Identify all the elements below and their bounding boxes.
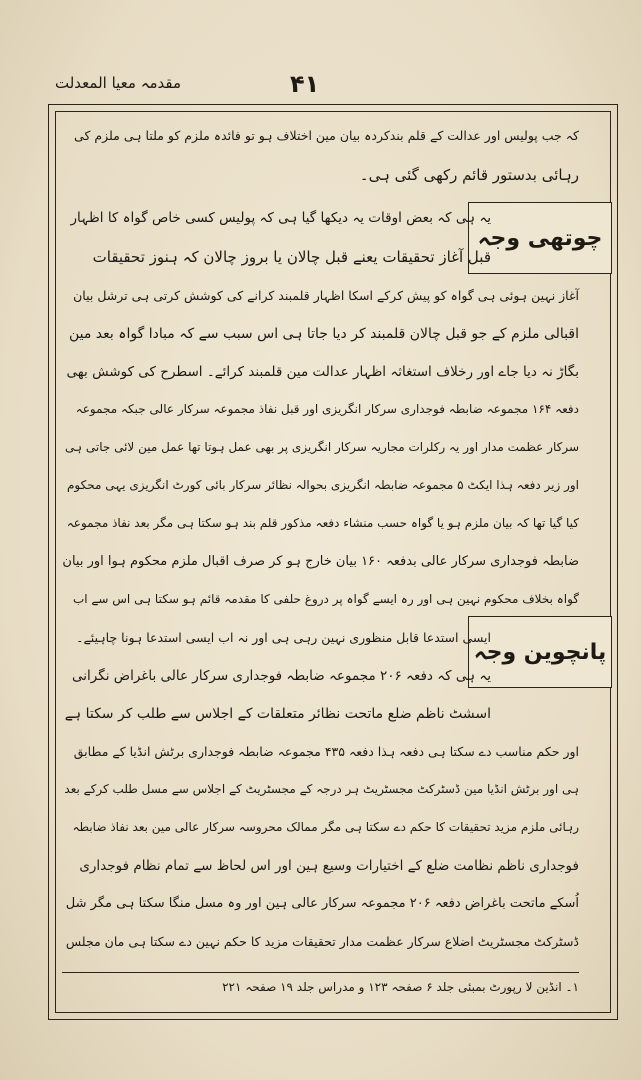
text-line: رہائی بدستور قائم رکھی گئی ہی۔ xyxy=(359,166,579,184)
running-title: مقدمہ معیا المعدلت xyxy=(55,74,182,92)
text-line: آغاز نہین ہوئی ہی گواہ کو پیش کرکے اسکا اظہار قلمبند کرانے کی کوشش کرتی ہی ترشل بیان xyxy=(73,288,579,303)
footnote-separator xyxy=(62,972,579,973)
text-line: رہائی ملزم مزید تحقیقات کا حکم دے سکتا ہی مگر ممالک محروسہ سرکار عالی مین بعد نفاذ ضابطہ xyxy=(72,820,579,834)
text-line: بگاڑ نہ دیا جاے اور رخلاف استغاثہ اظہار عدالت مین قلمبند کرائے۔ اسطرح کی کوشش بھی xyxy=(66,364,579,380)
text-line: اسشٹ ناظم ضلع ماتحت نظائر متعلقات کے اجلاس سے طلب کر سکتا ہے xyxy=(64,706,491,722)
text-line: یہ ہی کہ بعض اوقات یہ دیکھا گیا ہی کہ پولیس کسی خاص گواہ کا اظہار xyxy=(70,210,491,226)
text-line: یہ ہی کہ دفعہ ۲۰۶ مجموعہ ضابطہ فوجداری سرکار عالی باغراض نگرانی xyxy=(72,668,491,684)
text-line: فوجداری ناظم نظامت ضلع کے اختیارات وسیع ہین اور اس لحاظ سے تمام نظام فوجداری xyxy=(79,858,579,874)
footnote: ۱۔ انڈین لا رپورٹ بمبئی جلد ۶ صفحہ ۱۲۳ و مدراس جلد ۱۹ صفحہ ۲۲۱ xyxy=(222,980,579,994)
text-line: اُسکے ماتحت باغراض دفعہ ۲۰۶ مجموعہ سرکار عالی ہین اور وہ مسل منگا سکتا ہی مگر شل xyxy=(65,896,579,911)
text-line: گواہ بخلاف محکوم نہین ہی اور رہ ایسے گواہ پر دروغ حلفی کا مقدمہ قائم ہو سکتا ہی اس سے اب xyxy=(72,592,579,606)
text-line: اقبالی ملزم کے جو قبل چالان قلمبند کر دیا جاتا ہی اس سبب سے کہ مبادا گواہ بعد مین xyxy=(68,326,579,342)
side-heading-fifth: پانچوین وجہ xyxy=(468,616,612,688)
text-line: اور زیر دفعہ ہذا ایکٹ ۵ مجموعہ ضابطہ انگریزی بحوالہ نظائر سرکار بائی کورٹ انگریزی یہی محکوم xyxy=(66,478,579,492)
text-line: کہ جب پولیس اور عدالت کے قلم بندکردہ بیان مین اختلاف ہو تو فائدہ ملزم کو ملتا ہی ملزم کی xyxy=(74,128,579,143)
text-line: ڈسٹرکٹ مجسٹریٹ اضلاع سرکار عظمت مدار تحقیقات مزید کا حکم نہین دے سکتا ہی مان مجلس xyxy=(65,934,579,949)
side-heading-fourth: چوتھی وجہ xyxy=(468,202,612,274)
text-line: ایسی استدعا قابل منظوری نہین رہی ہی اور نہ اب ایسی استدعا ہونا چاہیئے۔ xyxy=(76,630,491,645)
text-line: سرکار عظمت مدار اور یہ رکلرات مجاریہ سرکار انگریزی پر بھی عمل ہوتا تھا عمل مین لائی جاتی ہی xyxy=(65,440,579,454)
text-line: اور حکم مناسب دے سکتا ہی دفعہ ہذا دفعہ ۴۳۵ مجموعہ ضابطہ فوجداری برٹش انڈیا کے مطابق xyxy=(73,744,579,759)
text-line: ہی اور برٹش انڈیا مین ڈسٹرکٹ مجسٹریٹ ہر درجہ کے مجسٹریٹ کے اجلاس سے مسل طلب کرکے بعد xyxy=(64,782,579,796)
text-line: قبل آغاز تحقیقات یعنے قبل چالان یا بروز چالان کہ ہنوز تحقیقات xyxy=(92,248,491,266)
text-line: دفعہ ۱۶۴ مجموعہ ضابطہ فوجداری سرکار انگریزی اور قبل نفاذ مجموعہ سرکار عالی جبکہ مجموعہ xyxy=(75,402,579,416)
text-line: ضابطہ فوجداری سرکار عالی بدفعہ ۱۶۰ بیان خارج ہو کر صرف اقبال ملزم محکوم ہوا اور بیان xyxy=(62,554,579,569)
text-line: کیا گیا تھا کہ بیان ملزم ہو یا گواہ حسب منشاء دفعہ مذکور قلم بند ہو سکتا ہی مگر بعد نفاذ مجموعہ xyxy=(66,516,579,530)
page-number: ۴۱ xyxy=(290,70,320,98)
